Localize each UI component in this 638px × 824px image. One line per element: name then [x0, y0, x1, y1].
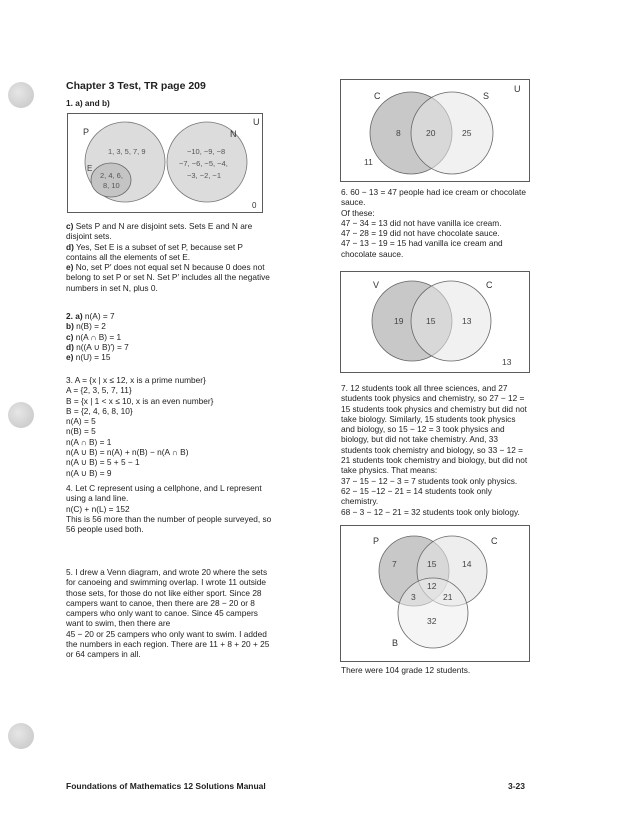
p-only-values: 1, 3, 5, 7, 9	[108, 147, 146, 156]
q3-line2: A = {2, 3, 5, 7, 11}	[66, 385, 132, 396]
q2b-value: n(B) = 2	[76, 321, 106, 332]
q5-line6: want to swim, then there are	[66, 618, 171, 629]
q3-line4: B = {2, 4, 6, 8, 10}	[66, 405, 133, 416]
value-p-and-c: 15	[427, 559, 437, 569]
n-values-line1: −10, −9, −8	[187, 147, 226, 156]
q2-answers	[66, 311, 129, 362]
value-v-only: 19	[394, 316, 404, 326]
q6-line5: 47 − 28 = 19 did not have chocolate sauce.	[341, 228, 500, 239]
q2a-value: n(A) = 7	[84, 311, 115, 321]
q5-line9: or 64 campers in all.	[66, 649, 141, 660]
label-c: C	[374, 91, 381, 101]
q7-line1: 7. 12 students took all three sciences, and 27	[341, 383, 508, 393]
q5-line2: for canoeing and swimming overlap. I wrote 11 outside	[66, 577, 267, 588]
q7-conclusion: There were 104 grade 12 students.	[341, 665, 471, 675]
q1c-text1: Sets P and N are disjoint sets. Sets E and N are	[75, 221, 253, 231]
q2d-value: n((A ∪ B)′) = 7	[76, 341, 129, 352]
set-c-circle	[411, 281, 491, 361]
q6-answer	[341, 187, 526, 259]
q2d-label: d)	[66, 341, 74, 352]
label-c: C	[491, 536, 498, 546]
q7-line5: and biology, so 15 − 12 = 3 took physics and	[341, 424, 505, 435]
q5-line7: 45 − 20 or 25 campers who only want to swim. I added	[66, 628, 267, 639]
q5-line1: 5. I drew a Venn diagram, and wrote 20 where the sets	[66, 567, 268, 577]
q1d-text1: Yes, Set E is a subset of set P, because set P	[76, 241, 243, 252]
q7-line2: students took physics and chemistry, so 27 − 12 =	[341, 393, 525, 404]
value-p-and-b: 3	[411, 592, 416, 602]
n-values-line3: −3, −2, −1	[187, 171, 221, 180]
value-all-three: 12	[427, 581, 437, 591]
q7-line11: 62 − 15 −12 − 21 = 14 students took only	[341, 485, 492, 496]
value-c-only: 13	[462, 316, 472, 326]
q1e-text2: belong to set P or set N. Set P′ includes all the negative	[66, 272, 270, 283]
binder-hole-bottom	[8, 723, 34, 749]
q3-line3: B = {x | 1 < x ≤ 10, x is an even number}	[66, 395, 214, 406]
q1-answers	[66, 221, 270, 293]
footer-book-title: Foundations of Mathematics 12 Solutions Manual	[66, 781, 266, 791]
value-outside: 11	[364, 157, 373, 167]
label-s: S	[483, 91, 490, 101]
value-c-only: 8	[396, 128, 401, 138]
q3-line10: n(A ∪ B) = 9	[66, 467, 112, 478]
q6-line3: Of these:	[341, 207, 375, 218]
q4-line1: 4. Let C represent using a cellphone, and L represent	[66, 483, 262, 493]
label-b: B	[392, 638, 399, 648]
q7-line13: 68 − 3 − 12 − 21 = 32 students took only biology.	[341, 506, 520, 517]
q4-answer	[66, 483, 271, 534]
value-p-only: 7	[392, 559, 397, 569]
label-u: U	[253, 117, 260, 127]
q1c-label: c)	[66, 221, 74, 231]
q2e-value: n(U) = 15	[75, 352, 111, 363]
chapter-title: Chapter 3 Test, TR page 209	[66, 80, 206, 92]
set-s-circle	[411, 92, 493, 174]
q4-line3: n(C) + n(L) = 152	[66, 503, 130, 514]
q2b-label: b)	[66, 321, 74, 332]
q5-line5: campers who only want to canoe. Since 45 campers	[66, 608, 258, 619]
label-e: E	[87, 164, 93, 173]
q7-line7: students took chemistry and biology, so 33 − 12 =	[341, 444, 524, 455]
value-c-and-b: 21	[443, 592, 453, 602]
q5-answer	[66, 567, 269, 660]
q1d-label: d)	[66, 241, 74, 252]
n-values-line2: −7, −6, −5, −4,	[179, 159, 228, 168]
label-v: V	[373, 280, 380, 290]
q5-line4: campers want to canoe, then there are 28 − 20 or 8	[66, 597, 255, 608]
value-c-only: 14	[462, 559, 472, 569]
q3-answers	[66, 375, 213, 478]
label-c: C	[486, 280, 493, 290]
label-n: N	[230, 129, 237, 139]
label-u: U	[514, 84, 521, 94]
venn-diagram-q7	[340, 525, 530, 662]
q3-line8: n(A ∪ B) = n(A) + n(B) − n(A ∩ B)	[66, 447, 189, 458]
q5-line3: those sets, for those do not like either sport. Since 28	[66, 587, 262, 598]
e-values-line2: 8, 10	[103, 181, 120, 190]
q3-line5: n(A) = 5	[66, 416, 96, 427]
q3-line1: 3. A = {x | x ≤ 12, x is a prime number}	[66, 375, 206, 385]
label-p: P	[83, 127, 90, 137]
q4-line4: This is 56 more than the number of people surveyed, so	[66, 513, 272, 524]
q7-line4: take biology. Similarly, 15 students took physics	[341, 413, 516, 424]
q1e-text3: numbers in set N, plus 0.	[66, 282, 158, 293]
q1c-text2: disjoint sets.	[66, 231, 112, 242]
q1-ab-label: 1. a) and b)	[66, 98, 110, 108]
q3-line9: n(A ∪ B) = 5 + 5 − 1	[66, 457, 140, 468]
q2e-label: e)	[66, 352, 74, 363]
q1d-text2: contains all the elements of set E.	[66, 251, 191, 262]
q6-line2: sauce.	[341, 197, 366, 208]
q5-line8: the numbers in each region. There are 11 + 8 + 20 + 25	[66, 639, 270, 650]
binder-hole-top	[8, 82, 34, 108]
q2a-label: 2. a)	[66, 311, 83, 321]
q4-line2: using a land line.	[66, 493, 129, 504]
q7-line10: 37 − 15 − 12 − 3 = 7 students took only physics.	[341, 475, 518, 486]
q3-line6: n(B) = 5	[66, 426, 96, 437]
value-s-only: 25	[462, 128, 472, 138]
q6-line4: 47 − 34 = 13 did not have vanilla ice cream.	[341, 217, 502, 228]
q7-line6: biology, but did not take chemistry. And, 33	[341, 434, 498, 445]
q7-line8: 21 students took chemistry and biology, but did not	[341, 455, 528, 466]
value-both: 20	[426, 128, 436, 138]
q6-line6: 47 − 13 − 19 = 15 had vanilla ice cream and	[341, 238, 503, 249]
venn-diagram-q1	[67, 113, 263, 213]
label-p: P	[373, 536, 380, 546]
q7-answer	[341, 383, 527, 517]
footer-page-number: 3-23	[508, 781, 526, 791]
q1e-text1: No, set P′ does not equal set N because 0 does not	[75, 262, 265, 273]
q6-line1: 6. 60 − 13 = 47 people had ice cream or chocolate	[341, 187, 526, 197]
value-both: 15	[426, 316, 436, 326]
q3-line7: n(A ∩ B) = 1	[66, 436, 112, 447]
q2c-value: n(A ∩ B) = 1	[75, 331, 122, 342]
q2c-label: c)	[66, 331, 74, 342]
q7-line9: take physics. That means:	[341, 465, 438, 476]
q7-line12: chemistry.	[341, 496, 379, 507]
q7-line3: 15 students took physics and chemistry but did not	[341, 403, 527, 414]
venn-diagram-q6	[340, 271, 530, 373]
label-zero: 0	[252, 201, 257, 210]
q6-line7: chocolate sauce.	[341, 248, 404, 259]
value-b-only: 32	[427, 616, 437, 626]
value-outside: 13	[502, 357, 512, 367]
set-e-circle	[91, 163, 131, 197]
q4-line5: 56 people used both.	[66, 524, 144, 535]
e-values-line1: 2, 4, 6,	[100, 171, 123, 180]
q1e-label: e)	[66, 262, 74, 273]
binder-hole-middle	[8, 402, 34, 428]
venn-diagram-q5	[340, 79, 530, 182]
